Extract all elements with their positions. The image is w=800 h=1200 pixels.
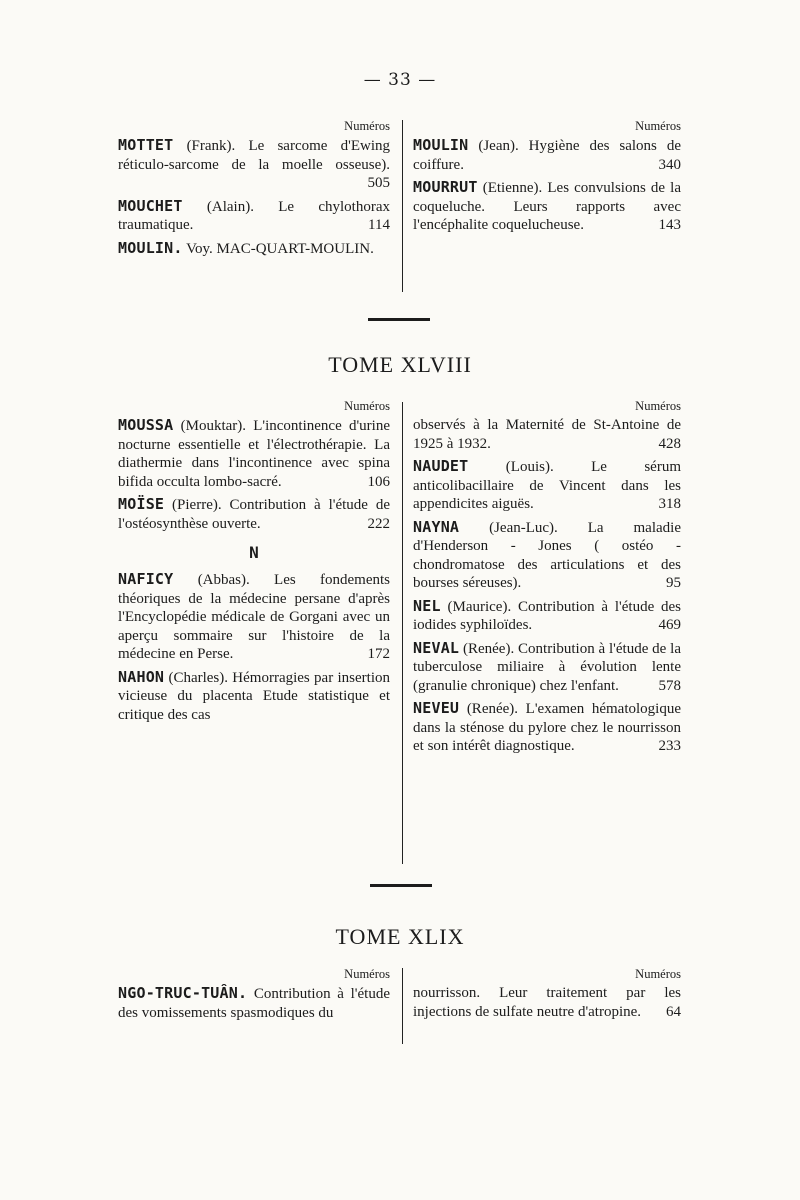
index-entry	[118, 136, 390, 193]
entry-number: 222	[367, 515, 390, 532]
entry-name: MOULIN	[413, 136, 469, 154]
entry-number: 469	[658, 617, 681, 633]
entry-name: NGO-TRUC-TUÂN.	[118, 984, 248, 1002]
index-entry	[413, 457, 681, 514]
index-entry	[413, 639, 681, 696]
index-entry	[413, 699, 681, 756]
entry-number: 428	[658, 435, 681, 452]
entry-number: 578	[658, 677, 681, 694]
entry-number: 172	[367, 646, 390, 662]
entry-name: MOUSSA	[118, 416, 174, 434]
numeros-header: Numéros	[635, 967, 681, 981]
entry-text: (Jean). Hygiène des salons de coiffure.	[413, 138, 681, 173]
entry-text: (Pierre). Contribution à l'étude de l'ostéosynthèse ouverte.	[118, 497, 390, 532]
entry-name: NAYNA	[413, 517, 460, 536]
numeros-header: Numéros	[344, 119, 390, 133]
entry-text: (Mouktar). L'incontinence d'urine nocturne essentielle et l'électrothérapie. La diathermie dans l'incontinence avec spina bifida occulta lombo-sacré.	[118, 418, 390, 490]
entry-name: NEVAL	[413, 638, 460, 657]
left-column	[118, 966, 390, 1026]
numeros-header: Numéros	[344, 399, 390, 413]
entry-number: 64	[666, 1003, 681, 1020]
entry-text: (Renée). L'examen hématologique dans la sténose du pylore chez le nourrisson et son intérêt diagnostique.	[413, 701, 681, 754]
entry-text: nourrisson. Leur traitement par les injections de sulfate neutre d'atropine.	[413, 985, 681, 1020]
left-column	[118, 118, 390, 262]
index-entry	[118, 239, 390, 259]
entry-number: 505	[367, 175, 390, 191]
right-column	[413, 118, 681, 239]
entry-name: MOTTET	[118, 136, 174, 154]
index-entry-continuation	[413, 984, 681, 1021]
index-entry	[413, 136, 681, 174]
entry-number: 95	[666, 575, 681, 591]
entry-name: MOURRUT	[413, 178, 478, 196]
letter-heading: N	[249, 543, 259, 562]
numeros-header: Numéros	[635, 399, 681, 413]
entry-text: (Etienne). Les convulsions de la coqueluche. Leurs rapports avec l'encéphalite coquelucheuse.	[413, 180, 681, 233]
entry-name: MOUCHET	[118, 196, 183, 215]
index-entry	[413, 597, 681, 635]
entry-text: Contribution à l'étude des vomissements spasmodiques du	[118, 986, 390, 1021]
entry-text: (Abbas). Les fondements théoriques de la médecine persane d'après l'Encyclopédie médicale de Gorgani avec un aperçu sommaire sur l'histoire de la médecine en Perse.	[118, 572, 390, 662]
entry-name: NEL	[413, 596, 441, 615]
index-entry	[118, 668, 390, 725]
entry-number: 143	[658, 217, 681, 233]
entry-number: 114	[368, 217, 390, 233]
left-column	[118, 398, 390, 728]
index-entry	[118, 984, 390, 1022]
column-divider	[402, 968, 403, 1044]
entry-number: 233	[658, 738, 681, 754]
entry-text: (Charles). Hémorragies par insertion vicieuse du placenta Etude statistique et critique des cas	[118, 669, 390, 723]
column-divider	[402, 402, 403, 864]
entry-number: 106	[367, 473, 390, 490]
entry-name: NEVEU	[413, 699, 460, 717]
index-entry	[118, 197, 390, 235]
index-entry	[413, 178, 681, 235]
section-divider	[370, 884, 432, 887]
tome-heading: TOME XLVIII	[328, 352, 472, 377]
entry-text: (Louis). Le sérum anticolibacillaire de Vincent dans les appendicites aiguës.	[413, 459, 681, 512]
page-number: — 33 —	[363, 70, 437, 90]
index-entry	[118, 495, 390, 533]
entry-name: NAUDET	[413, 457, 469, 475]
entry-name: NAHON	[118, 667, 165, 686]
entry-text: (Jean-Luc). La maladie d'Henderson - Jones ( ostéo - chondromatose des articulations et des bourses séreuses).	[413, 519, 681, 591]
entry-text: (Maurice). Contribution à l'étude des iodides syphiloïdes.	[413, 598, 681, 633]
index-entry-continuation	[413, 416, 681, 453]
column-divider	[402, 120, 403, 292]
entry-text: Voy. MAC-QUART-MOULIN.	[182, 240, 374, 257]
numeros-header: Numéros	[635, 119, 681, 133]
entry-text: observés à la Maternité de St-Antoine de 1925 à 1932.	[413, 417, 681, 452]
index-entry	[118, 416, 390, 491]
tome-heading: TOME XLIX	[335, 924, 465, 949]
entry-number: 318	[658, 496, 681, 512]
entry-text: (Frank). Le sarcome d'Ewing réticulo-sarcome de la moelle osseuse).	[118, 138, 390, 173]
entry-name: MOULIN.	[118, 238, 183, 257]
entry-name: NAFICY	[118, 570, 174, 588]
entry-name: MOÏSE	[118, 495, 165, 513]
section-divider	[368, 318, 430, 321]
index-entry	[118, 570, 390, 664]
right-column	[413, 398, 681, 760]
entry-text: (Alain). Le chylothorax traumatique.	[118, 198, 390, 233]
numeros-header: Numéros	[344, 967, 390, 981]
entry-number: 340	[658, 156, 681, 173]
entry-text: (Renée). Contribution à l'étude de la tuberculose miliaire à évolution lente (granulie chronique) chez l'enfant.	[413, 640, 681, 694]
index-entry	[413, 518, 681, 593]
right-column	[413, 966, 681, 1025]
